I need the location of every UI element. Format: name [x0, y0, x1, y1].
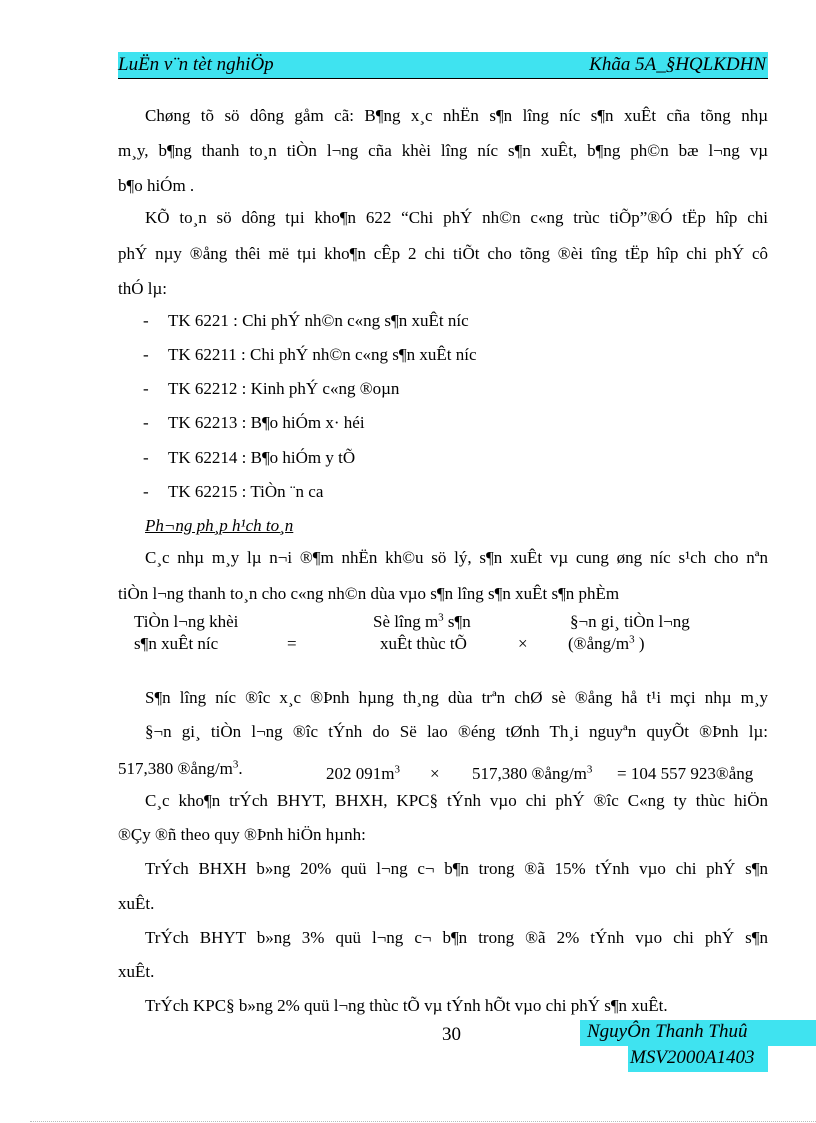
list-bullet: - [143, 448, 149, 467]
para6-line2: xuÊt. [118, 894, 155, 913]
formula-term1: TiÒn l¬ng khèi [134, 612, 239, 631]
para2-line1: KÕ to¸n sö dông tµi kho¶n 622 “Chi phÝ nh©n c«ng trùc tiÕp”®Ó tËp hîp chi [145, 208, 768, 227]
para1-line1: Chøng tõ sö dông gåm cã: B¶ng x¸c nhËn s¶n lîng níc s¶n xuÊt cña tõng nhµ [145, 106, 768, 125]
formula-term3: §¬n gi¸ tiÒn l¬ng [570, 612, 690, 631]
list-bullet: - [143, 379, 149, 398]
calc-times: × [430, 764, 440, 783]
calc-unit-price: 517,380 $®ång/m^3$ [472, 763, 593, 783]
method-heading: Ph¬ng ph¸p h¹ch to¸n [145, 516, 294, 535]
formula-term3-cont: ($®ång/m^3$ ) [568, 633, 645, 653]
list-bullet: - [143, 413, 149, 432]
para4-line1: S¶n lîng níc ®îc x¸c ®Þnh hµng th¸ng dùa trªn chØ sè ®ång hå t¹i mçi nhµ m¸y [145, 688, 768, 707]
header-class-code: Khãa 5A_§HQLKDHN [589, 54, 766, 75]
formula-times: × [518, 634, 528, 653]
list-item: TK 6221 : Chi phÝ nh©n c«ng s¶n xuÊt níc [168, 311, 469, 330]
page-bottom-divider [30, 1121, 816, 1122]
para7-line1: TrÝch BHYT b»ng 3% quü l¬ng c¬ b¶n trong ®ã 2% tÝnh vµo chi phÝ s¶n [145, 928, 768, 947]
page-number: 30 [442, 1024, 461, 1045]
calc-result: = 104 557 923®ång [617, 764, 754, 783]
para3-line2: tiÒn l¬ng thanh to¸n cho c«ng nh©n dùa vµo s¶n lîng s¶n xuÊt s¶n phÈm [118, 584, 620, 603]
para4-line2: §¬n gi¸ tiÒn l¬ng ®îc tÝnh do Së lao ®éng tØnh Th¸i nguyªn quyÕt ®Þnh lµ: [145, 722, 768, 741]
list-item: TK 62211 : Chi phÝ nh©n c«ng s¶n xuÊt níc [168, 345, 477, 364]
list-item: TK 62214 : B¶o hiÓm y tÕ [168, 448, 356, 467]
list-item: TK 62212 : Kinh phÝ c«ng ®oµn [168, 379, 400, 398]
para1-line2: m¸y, b¶ng thanh to¸n tiÒn l¬ng cña khèi lîng níc s¶n xuÊt, b¶ng ph©n bæ l¬ng vµ [118, 141, 768, 160]
footer-author: NguyÔn Thanh Thuû [587, 1021, 748, 1042]
para6-line1: TrÝch BHXH b»ng 20% quü l¬ng c¬ b¶n trong ®ã 15% tÝnh vµo chi phÝ s¶n [145, 859, 768, 878]
formula-term2-cont: xuÊt thùc tÕ [380, 634, 467, 653]
list-item: TK 62215 : TiÒn ¨n ca [168, 482, 324, 501]
list-item: TK 62213 : B¶o hiÓm x· héi [168, 413, 365, 432]
para5-line1: C¸c kho¶n trÝch BHYT, BHXH, KPC§ tÝnh vµo chi phÝ ®îc C«ng ty thùc hiÖn [145, 791, 768, 810]
header-thesis-title: LuËn v¨n tèt nghiÖp [118, 54, 274, 75]
formula-equals: = [287, 634, 297, 653]
para3-line1: C¸c nhµ m¸y lµ n¬i ®¶m nhËn kh©u sö lý, s¶n xuÊt vµ cung øng níc s¹ch cho nªn [145, 548, 768, 567]
para2-line2: phÝ nµy ®ång thêi më tµi kho¶n cÊp 2 chi tiÕt cho tõng ®èi tîng tËp hîp chi phÝ cô [118, 244, 768, 263]
formula-term2: Sè lîng $m^3$ s¶n [373, 611, 471, 631]
list-bullet: - [143, 311, 149, 330]
formula-term1-cont: s¶n xuÊt níc [134, 634, 219, 653]
list-bullet: - [143, 345, 149, 364]
para7-line2: xuÊt. [118, 962, 155, 981]
calc-volume: 202 $091m^3$ [326, 763, 400, 783]
para4-line3: 517,380 $®ång/m^3$. [118, 758, 243, 778]
para8-line1: TrÝch KPC§ b»ng 2% quü l¬ng thùc tÕ vµ tÝnh hÕt vµo chi phÝ s¶n xuÊt. [145, 996, 668, 1015]
para2-line3: thÓ lµ: [118, 279, 167, 298]
list-bullet: - [143, 482, 149, 501]
para5-line2: ®Çy ®ñ theo quy ®Þnh hiÖn hµnh: [118, 825, 366, 844]
header-rule [118, 78, 768, 79]
para1-line3: b¶o hiÓm . [118, 176, 195, 195]
footer-student-id: MSV2000A1403 [630, 1047, 755, 1068]
